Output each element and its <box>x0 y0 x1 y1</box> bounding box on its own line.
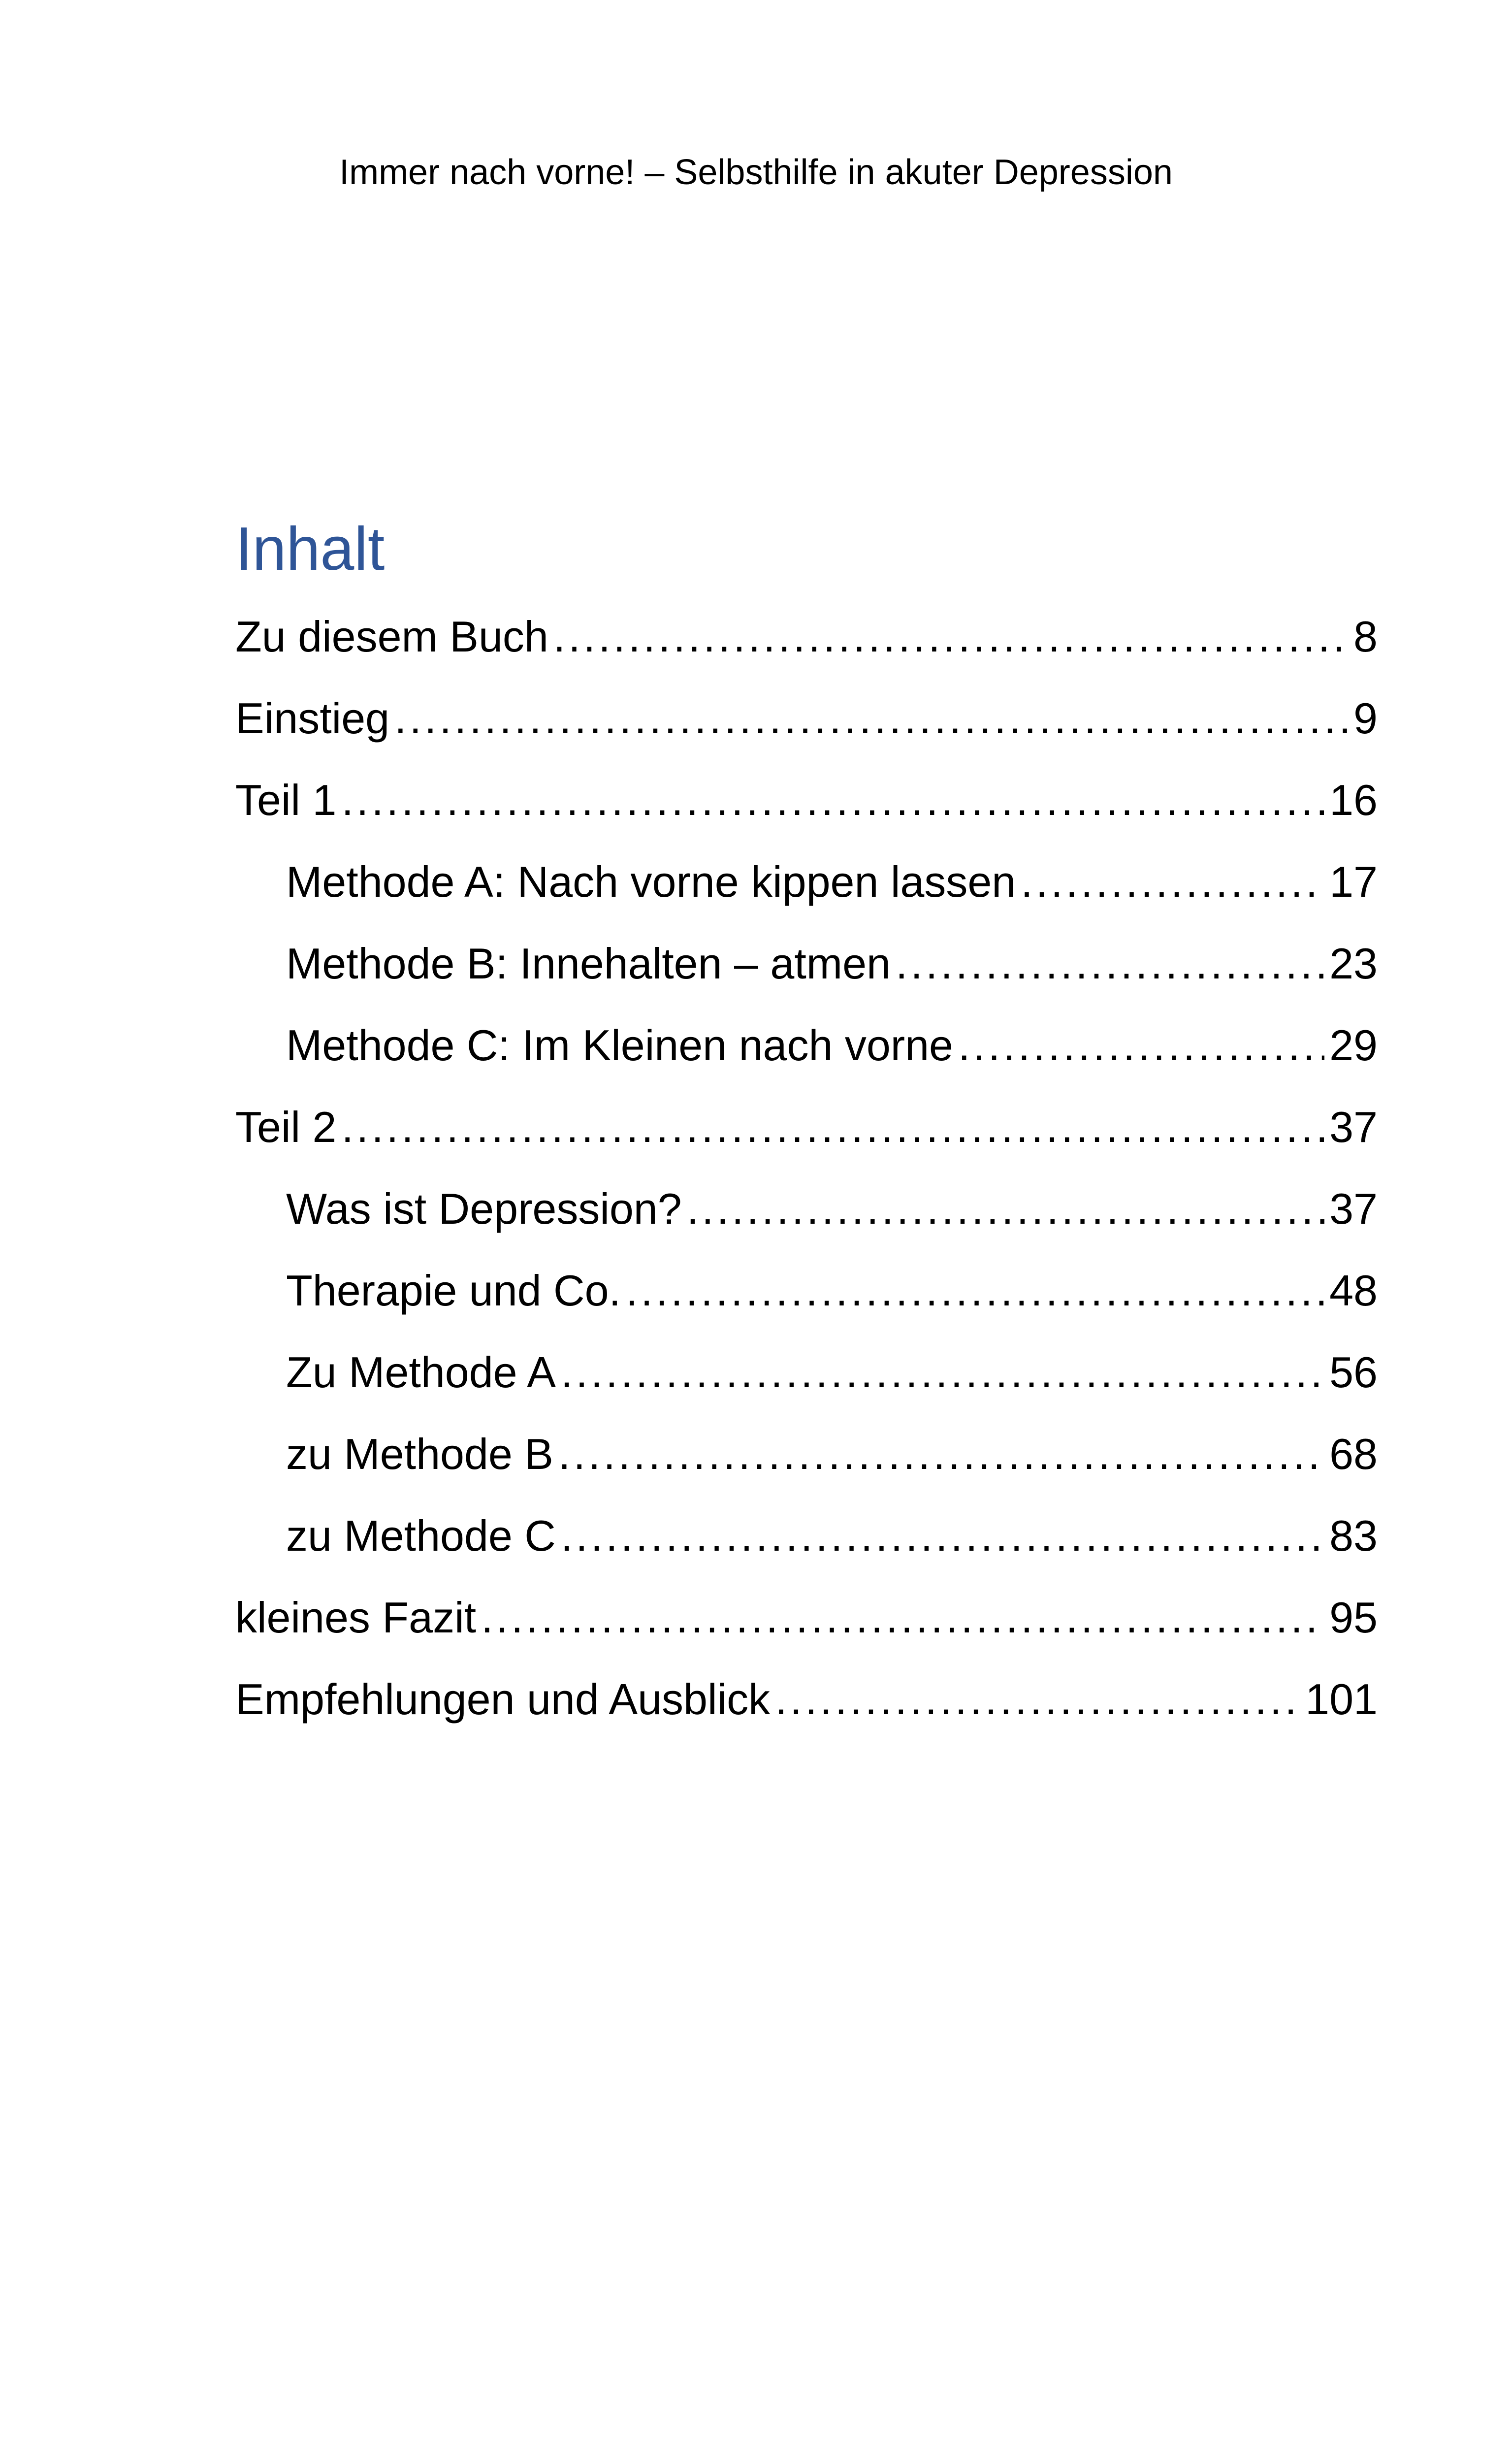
toc-dot-leader <box>1021 841 1324 923</box>
toc-entry-methode-c[interactable] <box>235 1005 1378 1086</box>
toc-dot-leader <box>958 1005 1324 1086</box>
toc-dot-leader <box>561 1495 1324 1577</box>
toc-entry-therapie-und-co[interactable] <box>235 1250 1378 1332</box>
toc-dot-leader <box>553 596 1349 678</box>
toc-heading: Inhalt <box>235 515 385 583</box>
toc-entry-empfehlungen-und-ausblick[interactable] <box>235 1659 1378 1740</box>
toc-entry-title: Teil 2 <box>235 1103 337 1151</box>
toc-entry-title: Methode B: Innehalten – atmen <box>286 939 891 988</box>
toc-page-number: 23 <box>1329 939 1378 988</box>
toc-entry-title: Methode A: Nach vorne kippen lassen <box>286 857 1016 906</box>
toc-page-number: 17 <box>1329 857 1378 906</box>
toc-entry-title: Was ist Depression? <box>286 1184 682 1233</box>
toc-entry-einstieg[interactable] <box>235 678 1378 759</box>
toc-entry-was-ist-depression[interactable] <box>235 1168 1378 1250</box>
toc-entry-title: zu Methode C <box>286 1511 556 1560</box>
toc-dot-leader <box>561 1332 1324 1413</box>
toc-page-number: 29 <box>1329 1021 1378 1070</box>
toc-dot-leader <box>896 923 1324 1005</box>
toc-page-number: 37 <box>1329 1103 1378 1151</box>
toc-entry-title: Teil 1 <box>235 776 337 824</box>
toc-entry-title: kleines Fazit <box>235 1593 477 1642</box>
toc-entry-title: Zu Methode A <box>286 1348 556 1397</box>
toc-page-number: 16 <box>1329 776 1378 824</box>
toc-dot-leader <box>626 1250 1324 1332</box>
toc-page-number: 95 <box>1329 1593 1378 1642</box>
toc-page-number: 8 <box>1353 612 1378 661</box>
toc-page-number: 101 <box>1305 1675 1378 1724</box>
toc-entry-zu-methode-a[interactable] <box>235 1332 1378 1413</box>
toc-page-number: 68 <box>1329 1430 1378 1478</box>
toc-entry-title: zu Methode B <box>286 1430 553 1478</box>
toc-entry-methode-a[interactable] <box>235 841 1378 923</box>
toc-entry-teil-2[interactable] <box>235 1086 1378 1168</box>
toc-entry-zu-diesem-buch[interactable] <box>235 596 1378 678</box>
toc-entry-zu-methode-c[interactable] <box>235 1495 1378 1577</box>
toc-page-number: 56 <box>1329 1348 1378 1397</box>
running-header: Immer nach vorne! – Selbsthilfe in akuter Depression <box>339 153 1173 192</box>
toc-entry-methode-b[interactable] <box>235 923 1378 1005</box>
toc-page-number: 83 <box>1329 1511 1378 1560</box>
toc-dot-leader <box>775 1659 1300 1740</box>
toc-dot-leader <box>558 1413 1324 1495</box>
toc-entry-title: Empfehlungen und Ausblick <box>235 1675 771 1724</box>
toc-entry-title: Methode C: Im Kleinen nach vorne <box>286 1021 953 1070</box>
toc-entry-title: Zu diesem Buch <box>235 612 548 661</box>
toc-dot-leader <box>341 759 1324 841</box>
toc-entry-teil-1[interactable] <box>235 759 1378 841</box>
toc-entry-zu-methode-b[interactable] <box>235 1413 1378 1495</box>
toc-dot-leader <box>481 1577 1324 1659</box>
toc-page-number: 37 <box>1329 1184 1378 1233</box>
table-of-contents <box>235 596 1378 1740</box>
toc-entry-title: Einstieg <box>235 694 390 743</box>
toc-page-number: 48 <box>1329 1266 1378 1315</box>
toc-entry-kleines-fazit[interactable] <box>235 1577 1378 1659</box>
toc-page-number: 9 <box>1353 694 1378 743</box>
toc-dot-leader <box>394 678 1349 759</box>
toc-dot-leader <box>341 1086 1324 1168</box>
toc-dot-leader <box>687 1168 1324 1250</box>
toc-entry-title: Therapie und Co. <box>286 1266 621 1315</box>
